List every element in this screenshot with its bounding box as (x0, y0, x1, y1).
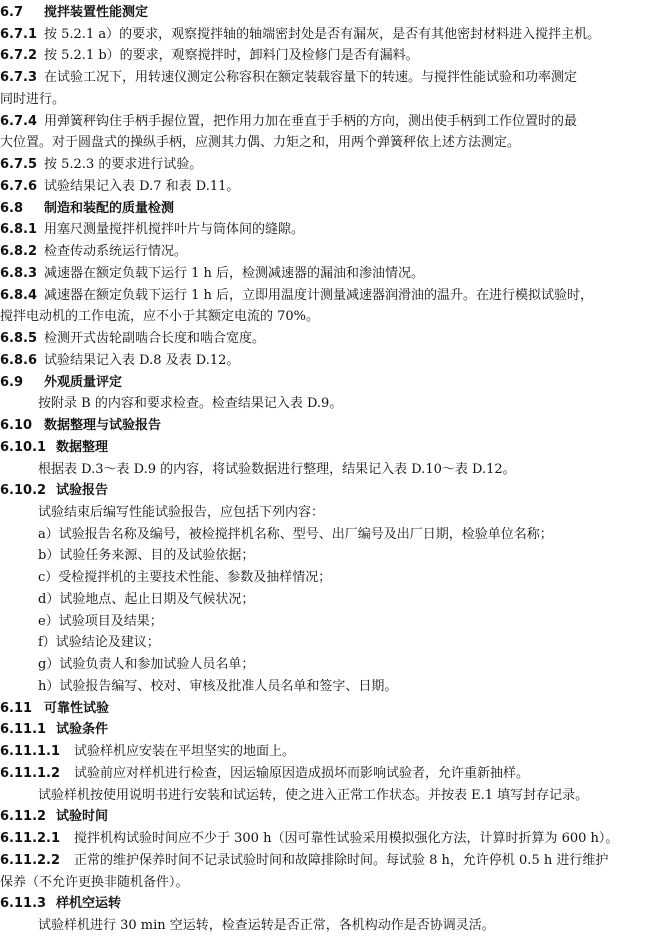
report-item: h）试验报告编写、校对、审核及批准人员名单和签字、日期。 (38, 678, 398, 694)
heading-6-11-3: 6.11.3 样机空运转 (0, 896, 122, 912)
report-item: b）试验任务来源、目的及试验依据； (38, 548, 255, 564)
clause-6-7-3: 6.7.3 在试验工况下，用转速仪测定公称容积在额定装载容量下的转速。与搅拌性能试验和功率测定 (0, 70, 578, 86)
clause-6-8-6: 6.8.6 试验结果记入表 D.8 及表 D.12。 (0, 352, 240, 368)
clause-6-11-2-1: 6.11.2.1 搅拌机构试验时间应不少于 300 h（因可靠性试验采用模拟强化方法，计算时折算为 600 h）。 (0, 831, 619, 847)
clause-6-10-1-text: 根据表 D.3～表 D.9 的内容，将试验数据进行整理，结果记入表 D.10～表 D.12。 (38, 461, 516, 477)
clause-6-9-text: 按附录 B 的内容和要求检查。检查结果记入表 D.9。 (38, 396, 343, 412)
heading-6-10: 6.10 数据整理与试验报告 (0, 418, 162, 434)
heading-6-11-2: 6.11.2 试验时间 (0, 809, 109, 825)
report-item: e）试验项目及结果； (38, 613, 163, 629)
report-intro: 试验结束后编写性能试验报告，应包括下列内容： (38, 504, 325, 520)
heading-6-10-2: 6.10.2 试验报告 (0, 483, 109, 499)
clause-6-11-3-text: 试验样机进行 30 min 空运转，检查运转是否正常，各机构动作是否协调灵活。 (38, 918, 495, 933)
report-item: g）试验负责人和参加试验人员名单； (38, 657, 255, 673)
report-item: f）试验结论及建议； (38, 635, 160, 651)
heading-6-11-1: 6.11.1 试验条件 (0, 722, 109, 738)
heading-6-11: 6.11 可靠性试验 (0, 700, 110, 716)
clause-6-7-5: 6.7.5 按 5.2.3 的要求进行试验。 (0, 157, 203, 173)
clause-6-11-1-2: 6.11.1.2 试验前应对样机进行检查，因运输原因造成损坏而影响试验者，允许重新抽样。 (0, 765, 530, 781)
report-item: c）受检搅拌机的主要技术性能、参数及抽样情况； (38, 570, 332, 586)
heading-6-9: 6.9 外观质量评定 (0, 374, 123, 390)
clause-6-8-4-cont: 搅拌电动机的工作电流，应不小于其额定电流的 70%。 (0, 309, 320, 325)
clause-6-8-2: 6.8.2 检查传动系统运行情况。 (0, 244, 188, 260)
clause-6-7-4-cont: 大位置。对于圆盘式的操纵手柄，应测其力偶、力矩之和，用两个弹簧秤依上述方法测定。 (0, 135, 521, 151)
report-item: d）试验地点、起止日期及气候状况； (38, 591, 255, 607)
heading-6-8: 6.8 制造和装配的质量检测 (0, 200, 175, 216)
report-item: a）试验报告名称及编号，被检搅拌机名称、型号、出厂编号及出厂日期，检验单位名称； (38, 526, 553, 542)
clause-6-7-2: 6.7.2 按 5.2.1 b）的要求，观察搅拌时，卸料门及检修门是否有漏料。 (0, 48, 419, 64)
clause-6-8-4: 6.8.4 减速器在额定负载下运行 1 h 后，立即用温度计测量减速器润滑油的温升。在进行模拟试验时， (0, 287, 594, 303)
clause-6-11-2-2: 6.11.2.2 正常的维护保养时间不记录试验时间和故障排除时间。每试验 8 h，允许停机 0.5 h 进行维护 (0, 852, 609, 868)
clause-6-8-1: 6.8.1 用塞尺测量搅拌机搅拌叶片与筒体间的缝隙。 (0, 222, 305, 238)
clause-6-7-1: 6.7.1 按 5.2.1 a）的要求，观察搅拌轴的轴端密封处是否有漏灰，是否有其他密封材料进入搅拌主机。 (0, 26, 601, 42)
clause-6-8-5: 6.8.5 检测开式齿轮副啮合长度和啮合宽度。 (0, 331, 266, 347)
clause-6-11-2-2-cont: 保养（不允许更换非随机备件）。 (0, 874, 189, 890)
heading-6-7: 6.7 搅拌装置性能测定 (0, 5, 149, 20)
clause-6-7-4: 6.7.4 用弹簧秤钩住手柄手握位置，把作用力加在垂直于手柄的方向，测出使手柄到工作位置时的最 (0, 113, 578, 129)
heading-6-10-1: 6.10.1 数据整理 (0, 439, 109, 455)
clause-6-7-3-cont: 同时进行。 (0, 91, 66, 107)
clause-6-11-1-1: 6.11.1.1 试验样机应安装在平坦坚实的地面上。 (0, 744, 296, 760)
clause-6-7-6: 6.7.6 试验结果记入表 D.7 和表 D.11。 (0, 178, 240, 194)
clause-6-11-1-2-cont: 试验样机按使用说明书进行安装和试运转，使之进入正常工作状态。并按表 E.1 填写封存记录。 (38, 787, 589, 803)
clause-6-8-3: 6.8.3 减速器在额定负载下运行 1 h 后，检测减速器的漏油和渗油情况。 (0, 265, 425, 281)
